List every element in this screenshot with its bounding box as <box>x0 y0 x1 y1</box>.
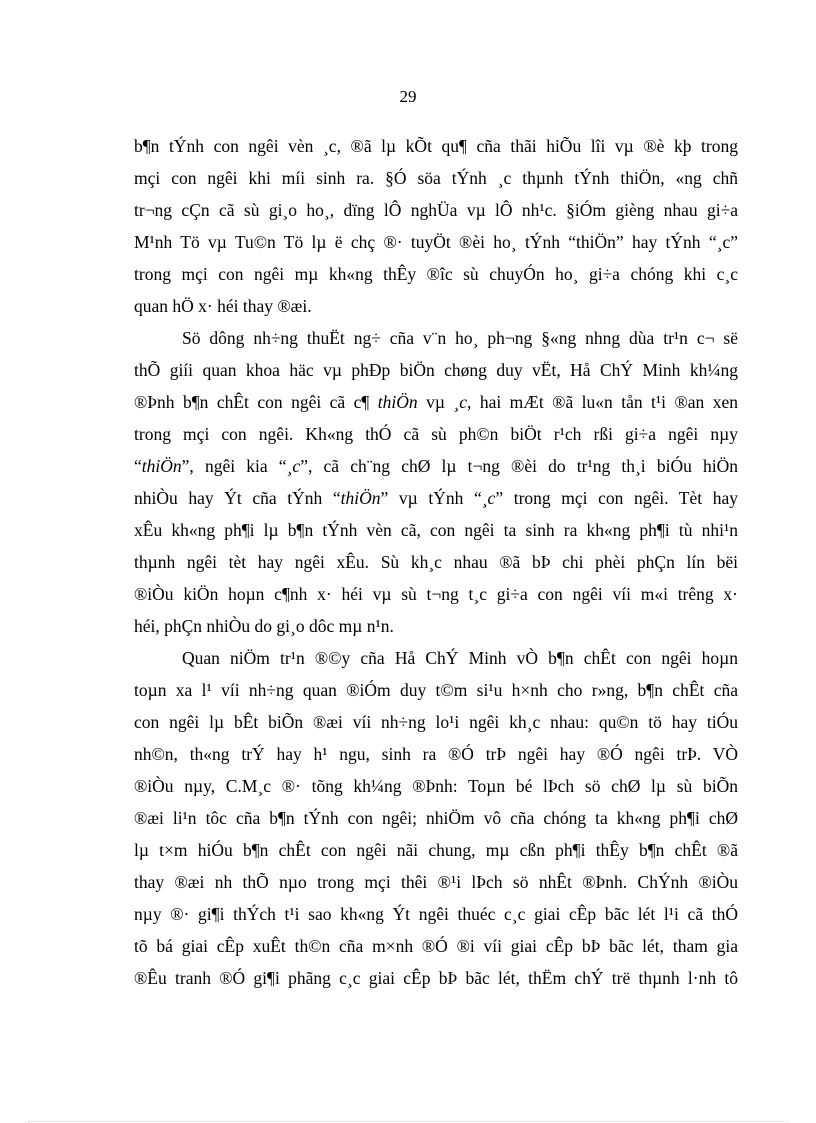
text-line: Quan niÖm tr¹n ®©y cña Hå ChÝ Minh vÒ b¶n chÊt con ngêi hoµn <box>182 648 738 668</box>
text-line: b¶n tÝnh con ngêi vèn ¸c, ®ã lµ kÕt qu¶ cña thãi hiÕu lîi vµ ®è kþ trong <box>134 136 738 156</box>
text-line: ®Þnh b¶n chÊt con ngêi cã c¶ thiÖn vµ ¸c, hai mÆt ®ã lu«n tån t¹i ®an xen <box>134 392 738 412</box>
text-line: nhiÒu hay Ýt cña tÝnh “thiÖn” vµ tÝnh “¸c” trong mçi con ngêi. Tèt hay <box>134 488 738 508</box>
page-number: 29 <box>399 87 417 106</box>
text-line: con ngêi lµ bÊt biÕn ®æi víi nh÷ng lo¹i ngêi kh¸c nhau: qu©n tö hay tiÓu <box>134 712 738 732</box>
page-bottom-divider <box>28 1121 788 1122</box>
text-line: ®iÒu kiÖn hoµn c¶nh x· héi vµ sù t¬ng t¸c gi÷a con ngêi víi m«i trêng x· <box>134 584 738 604</box>
text-line: Sö dông nh÷ng thuËt ng÷ cña v¨n ho¸ ph¬ng §«ng nhng dùa tr¹n c¬ së <box>182 328 738 348</box>
paragraph-1 <box>134 130 738 322</box>
text-line: xÊu kh«ng ph¶i lµ b¶n tÝnh vèn cã, con ngêi ta sinh ra kh«ng ph¶i tù nhi¹n <box>134 520 738 540</box>
text-line: “thiÖn”, ngêi kia “¸c”, cã ch¨ng chØ lµ t¬ng ®èi do tr¹ng th¸i biÓu hiÖn <box>134 456 738 476</box>
text-line: nh©n, th«ng trÝ hay h¹ ngu, sinh ra ®Ó trÞ ngêi hay ®Ó ngêi trÞ. VÒ <box>134 744 738 764</box>
text-line: tõ bá giai cÊp xuÊt th©n cña m×nh ®Ó ®i víi giai cÊp bÞ bãc lét, tham gia <box>134 936 738 956</box>
paragraph-2 <box>134 322 738 642</box>
text-line: nµy ®· gi¶i thÝch t¹i sao kh«ng Ýt ngêi thuéc c¸c giai cÊp bãc lét l¹i cã thÓ <box>134 904 738 924</box>
text-line: toµn xa l¹ víi nh÷ng quan ®iÓm duy t©m si¹u h×nh cho r»ng, b¶n chÊt cña <box>134 680 738 700</box>
text-line: trong mçi con ngêi mµ kh«ng thÊy ®îc sù chuyÓn ho¸ gi÷a chóng khi c¸c <box>134 264 738 284</box>
text-line: tr¬ng cÇn cã sù gi¸o ho¸, dïng lÔ nghÜa vµ lÔ nh¹c. §iÓm gièng nhau gi÷a <box>134 200 738 220</box>
text-line: ®æi li¹n tôc cña b¶n tÝnh con ngêi; nhiÖm vô cña chóng ta kh«ng ph¶i chØ <box>134 808 738 828</box>
text-line: thay ®æi nh thÕ nµo trong mçi thêi ®¹i lÞch sö nhÊt ®Þnh. ChÝnh ®iÒu <box>134 872 738 892</box>
text-line: mçi con ngêi khi míi sinh ra. §Ó söa tÝnh ¸c thµnh tÝnh thiÖn, «ng chñ <box>134 168 738 188</box>
text-line: M¹nh Tö vµ Tu©n Tö lµ ë chç ®· tuyÖt ®èi ho¸ tÝnh “thiÖn” hay tÝnh “¸c” <box>134 232 738 252</box>
text-line: trong mçi con ngêi. Kh«ng thÓ cã sù ph©n biÖt r¹ch rßi gi÷a ngêi nµy <box>134 424 738 444</box>
text-line: lµ t×m hiÓu b¶n chÊt con ngêi nãi chung, mµ cßn ph¶i thÊy b¶n chÊt ®ã <box>134 840 738 860</box>
text-line: ®Êu tranh ®Ó gi¶i phãng c¸c giai cÊp bÞ bãc lét, thËm chÝ trë thµnh l·nh tô <box>134 968 738 988</box>
text-line: thµnh ngêi tèt hay ngêi xÊu. Sù kh¸c nhau ®ã bÞ chi phèi phÇn lín bëi <box>134 552 738 572</box>
text-line: thÕ giíi quan khoa häc vµ phÐp biÖn chøng duy vËt, Hå ChÝ Minh kh¼ng <box>134 360 738 380</box>
text-line: ®iÒu nµy, C.M¸c ®· tõng kh¼ng ®Þnh: Toµn bé lÞch sö chØ lµ sù biÕn <box>134 776 738 796</box>
paragraph-3 <box>134 642 738 994</box>
body-text <box>134 130 738 994</box>
text-line: quan hÖ x· héi thay ®æi. <box>134 296 312 316</box>
text-line: héi, phÇn nhiÒu do gi¸o dôc mµ n¹n. <box>134 616 394 636</box>
